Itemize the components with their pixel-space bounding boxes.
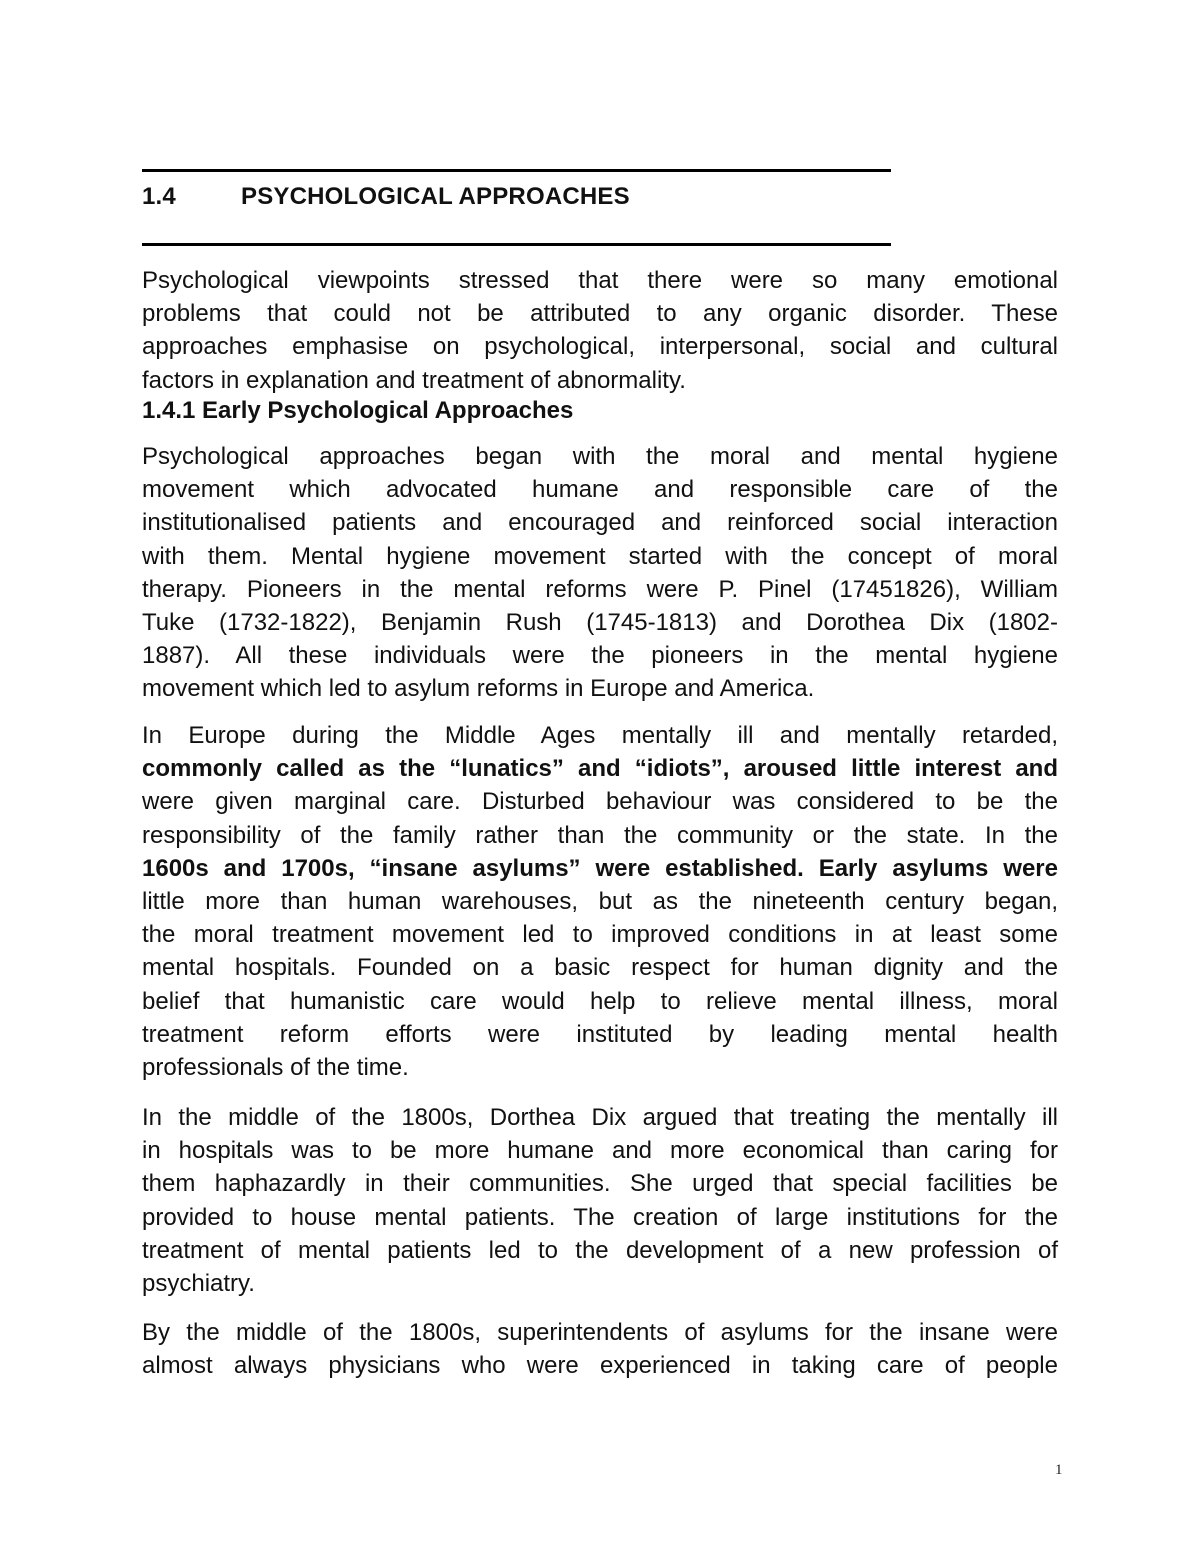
text-line: treatment reform efforts were instituted by leading mental health (142, 1020, 1058, 1048)
text-line: approaches emphasise on psychological, interpersonal, social and cultural (142, 333, 1058, 361)
text-line: 1887). All these individuals were the pioneers in the mental hygiene (142, 642, 1058, 670)
text-line: Psychological viewpoints stressed that there were so many emotional (142, 267, 1058, 294)
text-line: institutionalised patients and encouraged and reinforced social interaction (142, 509, 1058, 537)
text-line-bold: commonly called as the “lunatics” and “idiots”, aroused little interest and (142, 755, 1058, 783)
text-line: almost always physicians who were experienced in taking care of people (142, 1352, 1058, 1380)
text-line: problems that could not be attributed to any organic disorder. These (142, 300, 1058, 328)
page-number: 1 (1055, 1462, 1063, 1478)
text-line: psychiatry. (142, 1269, 255, 1297)
paragraph-superintendents (142, 1316, 1058, 1382)
text-line: In the middle of the 1800s, Dorthea Dix argued that treating the mentally ill (142, 1104, 1058, 1131)
paragraph-intro (142, 264, 1058, 397)
text-line: In Europe during the Middle Ages mentally ill and mentally retarded, (142, 722, 1058, 749)
text-line: little more than human warehouses, but as the nineteenth century began, (142, 887, 1058, 915)
text-line: factors in explanation and treatment of abnormality. (142, 366, 686, 394)
text-line: in hospitals was to be more humane and more economical than caring for (142, 1137, 1058, 1165)
subsection-heading: 1.4.1 Early Psychological Approaches (142, 397, 574, 424)
section-title: PSYCHOLOGICAL APPROACHES (241, 183, 630, 210)
text-line: Psychological approaches began with the moral and mental hygiene (142, 443, 1058, 470)
text-line: movement which led to asylum reforms in Europe and America. (142, 675, 815, 703)
text-line: with them. Mental hygiene movement started with the concept of moral (142, 542, 1058, 570)
paragraph-middle-ages (142, 719, 1058, 1084)
paragraph-dix (142, 1101, 1058, 1300)
text-line: were given marginal care. Disturbed behaviour was considered to be the (142, 788, 1058, 816)
text-line-bold: 1600s and 1700s, “insane asylums” were established. Early asylums were (142, 854, 1058, 882)
text-line: mental hospitals. Founded on a basic respect for human dignity and the (142, 954, 1058, 982)
text-line: Tuke (1732-1822), Benjamin Rush (1745-1813) and Dorothea Dix (1802- (142, 608, 1058, 636)
text-line: treatment of mental patients led to the development of a new profession of (142, 1236, 1058, 1264)
text-line: professionals of the time. (142, 1053, 409, 1081)
text-line: them haphazardly in their communities. She urged that special facilities be (142, 1170, 1058, 1198)
text-line: By the middle of the 1800s, superintendents of asylums for the insane were (142, 1319, 1058, 1346)
text-line: provided to house mental patients. The creation of large institutions for the (142, 1203, 1058, 1231)
text-line: movement which advocated humane and responsible care of the (142, 476, 1058, 504)
text-line: therapy. Pioneers in the mental reforms were P. Pinel (17451826), William (142, 575, 1058, 603)
text-line: the moral treatment movement led to improved conditions in at least some (142, 921, 1058, 949)
paragraph-early-approaches (142, 440, 1058, 706)
heading-top-rule (142, 169, 891, 172)
section-heading (142, 183, 630, 211)
section-number: 1.4 (142, 183, 176, 210)
heading-bottom-rule (142, 243, 891, 246)
text-line: responsibility of the family rather than the community or the state. In the (142, 821, 1058, 849)
text-line: belief that humanistic care would help to relieve mental illness, moral (142, 987, 1058, 1015)
